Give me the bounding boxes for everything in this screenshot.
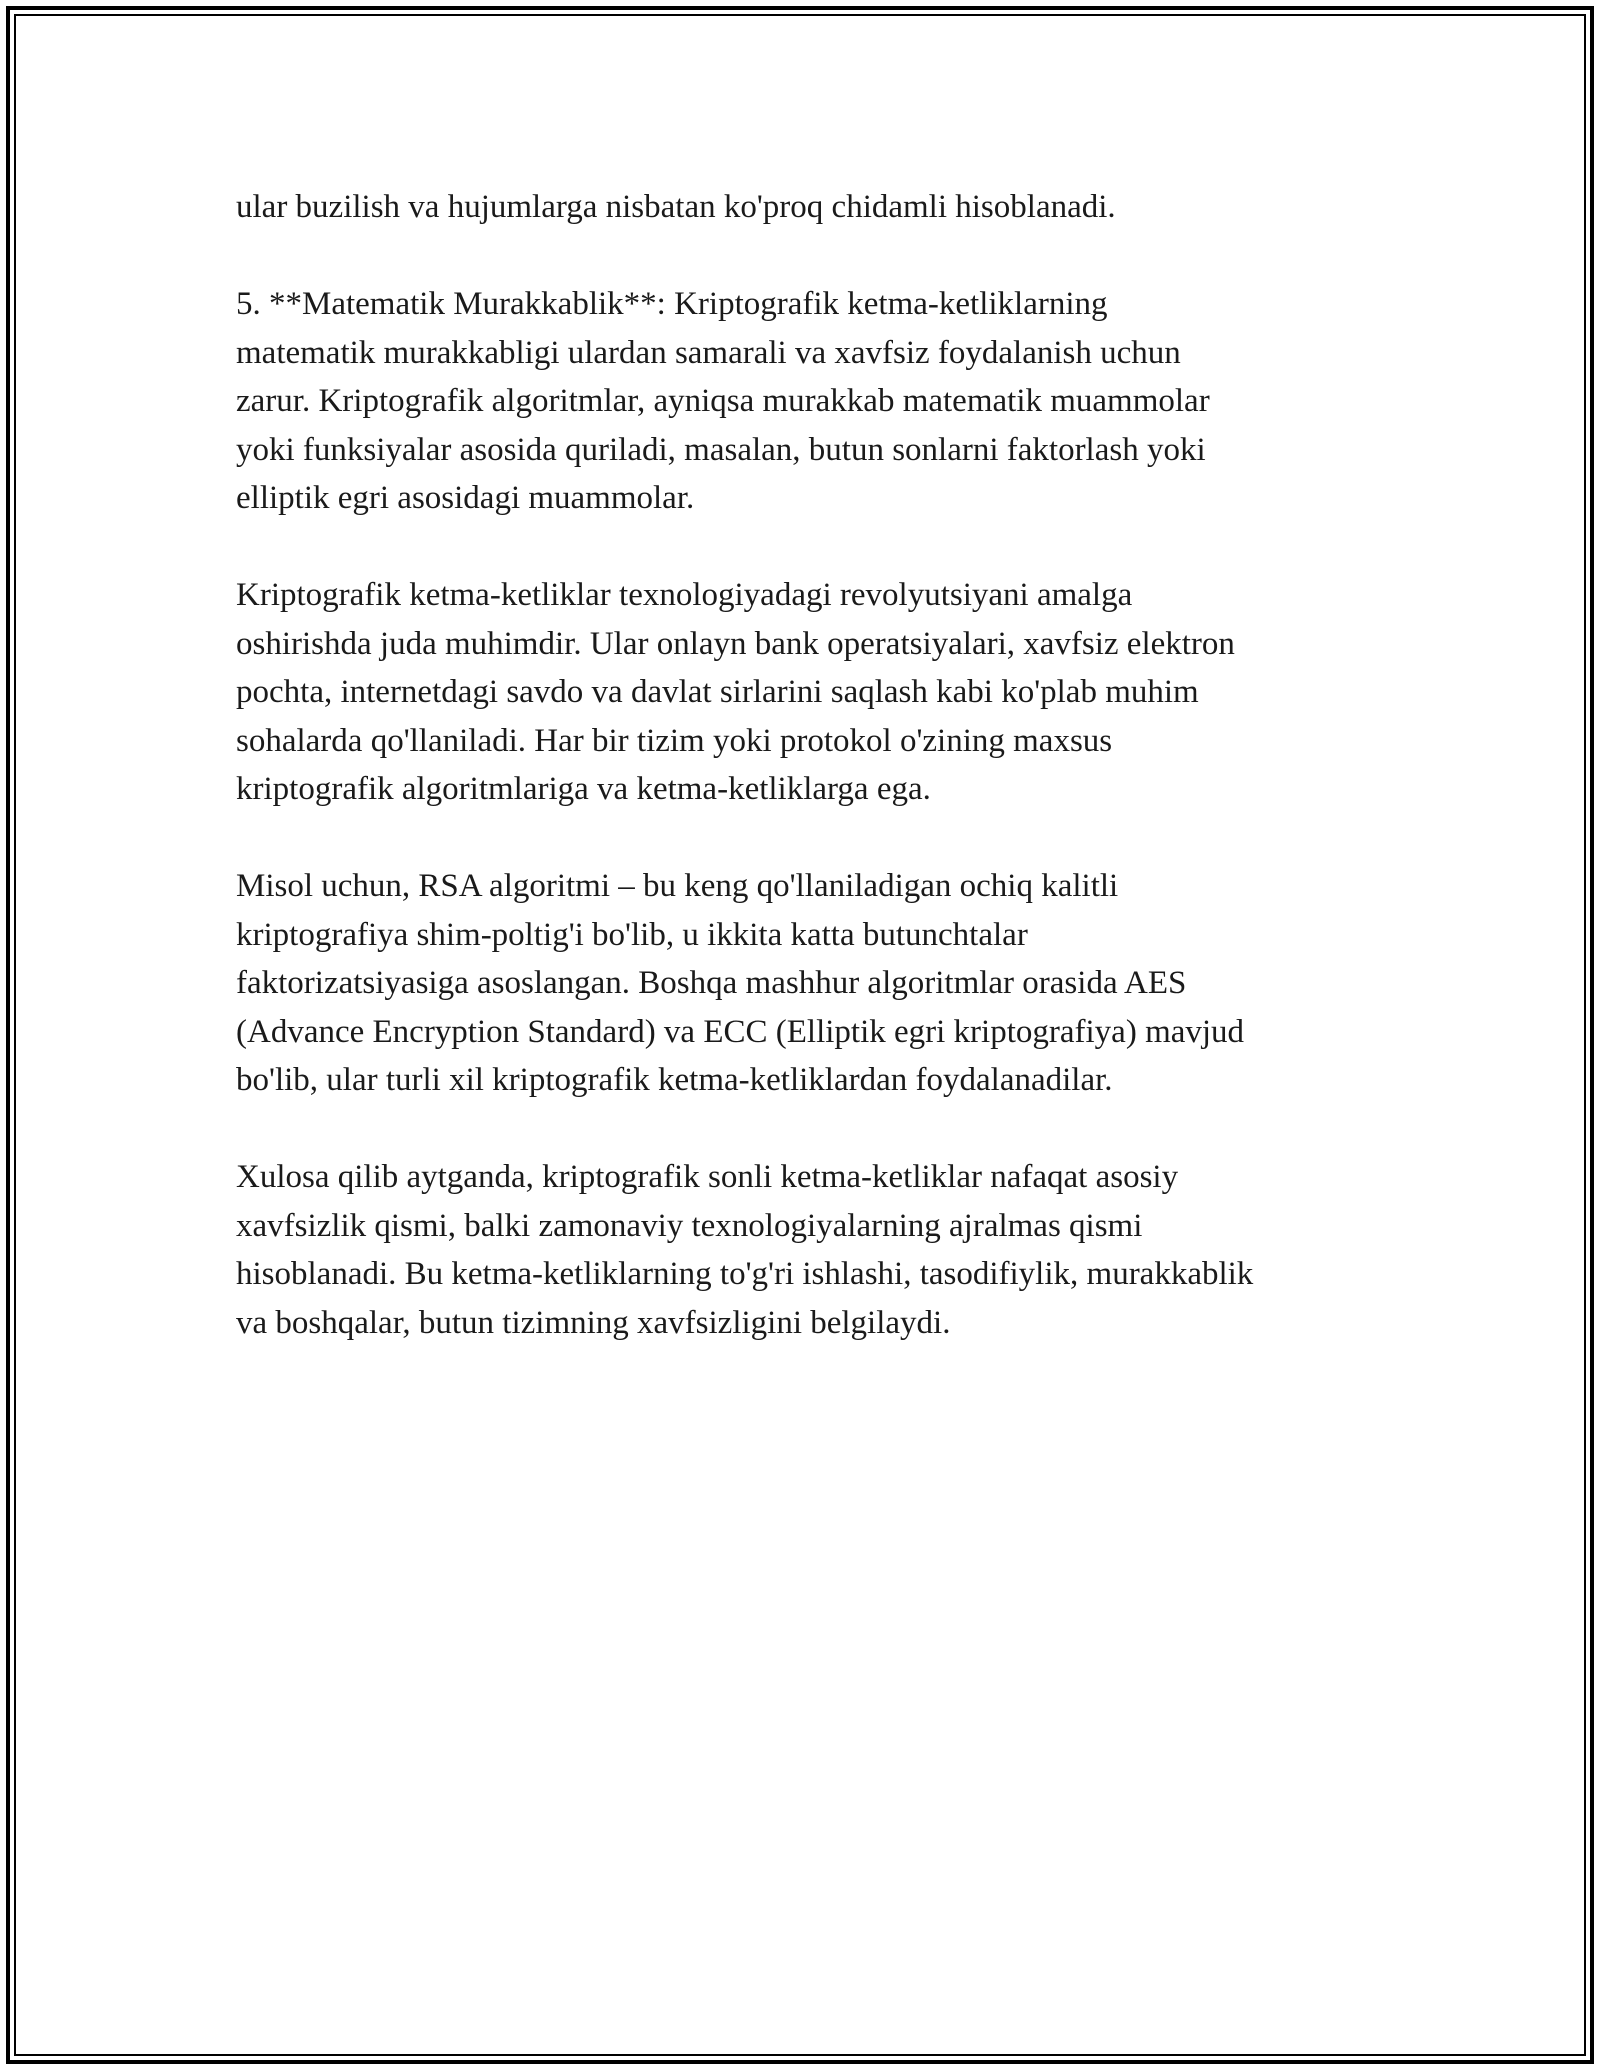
paragraph-resistance-continuation: ular buzilish va hujumlarga nisbatan ko'proq chidamli hisoblanadi. — [236, 189, 1116, 225]
paragraph-mathematical-complexity: 5. **Matematik Murakkablik**: Kriptografik ketma-ketliklarning matematik murakkabligi ulardan samarali va xavfsiz foydalanish uchun zarur. Kriptografik algoritmlar, ayniqsa murakkab matematik muammolar yoki funksiyalar asosida quriladi, masalan, butun sonlarni faktorlash yoki elliptik egri asosidagi muammolar. — [236, 286, 1210, 516]
paragraph-technology-revolution: Kriptografik ketma-ketliklar texnologiyadagi revolyutsiyani amalga oshirishda juda muhimdir. Ular onlayn bank operatsiyalari, xavfsiz elektron pochta, internetdagi savdo va davlat sirlarini saqlash kabi ko'plab muhim sohalarda qo'llaniladi. Har bir tizim yoki protokol o'zining maxsus kriptografik algoritmlariga va ketma-ketliklarga ega. — [236, 577, 1235, 807]
paragraph-rsa-example: Misol uchun, RSA algoritmi – bu keng qo'llaniladigan ochiq kalitli kriptografiya shim-poltig'i bo'lib, u ikkita katta butunchtalar faktorizatsiyasiga asoslangan. Boshqa mashhur algoritmlar orasida AES (Advance Encryption Standard) va ECC (Elliptik egri kriptografiya) mavjud bo'lib, ular turli xil kriptografik ketma-ketliklardan foydalanadilar. — [236, 868, 1245, 1098]
document-body — [236, 183, 1376, 1347]
paragraph-conclusion: Xulosa qilib aytganda, kriptografik sonli ketma-ketliklar nafaqat asosiy xavfsizlik qismi, balki zamonaviy texnologiyalarning ajralmas qismi hisoblanadi. Bu ketma-ketliklarning to'g'ri ishlashi, tasodifiylik, murakkablik va boshqalar, butun tizimning xavfsizligini belgilaydi. — [236, 1159, 1254, 1341]
